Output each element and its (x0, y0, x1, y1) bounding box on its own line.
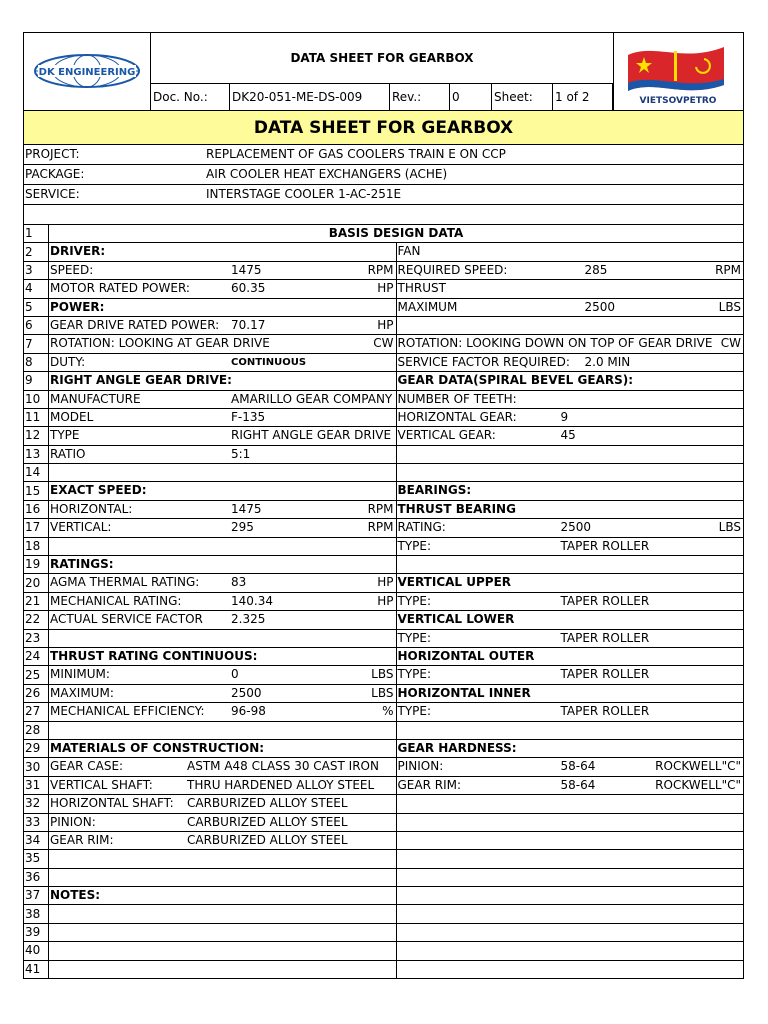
table-row (24, 390, 744, 408)
right-cell (396, 703, 744, 721)
left-cell (49, 666, 397, 684)
field-label: VERTICAL SHAFT: (50, 777, 153, 792)
right-cell (396, 831, 744, 849)
field-label: RATINGS: (50, 557, 114, 572)
row-number: 8 (24, 353, 49, 371)
right-cell (396, 592, 744, 610)
left-cell (49, 684, 397, 702)
field-label: TYPE: (397, 704, 432, 719)
datasheet (23, 32, 744, 979)
right-cell (396, 556, 744, 574)
field-label: MINIMUM: (50, 667, 110, 682)
right-cell (396, 905, 744, 923)
left-cell (49, 243, 397, 261)
field-label: HORIZONTAL OUTER (397, 648, 535, 663)
table-row (24, 629, 744, 647)
table-row (24, 831, 744, 849)
table-row (24, 666, 744, 684)
left-cell (49, 647, 397, 665)
right-cell (396, 887, 744, 905)
field-value: 0 (231, 667, 239, 682)
left-cell (49, 905, 397, 923)
field-label: VERTICAL GEAR: (397, 428, 496, 443)
field-label: TYPE (50, 428, 80, 443)
field-label: MAXIMUM (397, 299, 458, 314)
sheet-title-band: DATA SHEET FOR GEARBOX (23, 111, 744, 145)
left-cell (49, 335, 397, 353)
field-label: NOTES: (50, 888, 101, 903)
right-cell (396, 758, 744, 776)
left-cell (49, 482, 397, 500)
table-row (24, 445, 744, 463)
table-row (24, 721, 744, 739)
left-cell (49, 703, 397, 721)
field-value: 70.17 (231, 317, 266, 332)
row-number: 40 (24, 942, 49, 960)
field-value: CARBURIZED ALLOY STEEL (187, 832, 348, 847)
field-value: 96-98 (231, 704, 266, 719)
right-cell (396, 519, 744, 537)
left-cell (49, 537, 397, 555)
row-number: 15 (24, 482, 49, 500)
doc-no-label: Doc. No.: (151, 84, 230, 110)
field-value: THRU HARDENED ALLOY STEEL (187, 777, 375, 792)
left-cell (49, 372, 397, 390)
table-row (24, 261, 744, 279)
table-row (24, 684, 744, 702)
right-cell (396, 408, 744, 426)
table-row (24, 850, 744, 868)
row-number: 9 (24, 372, 49, 390)
left-cell (49, 445, 397, 463)
field-unit: LBS (371, 667, 394, 682)
left-cell (49, 464, 397, 482)
field-label: THRUST (397, 281, 446, 296)
field-label: ROTATION: LOOKING DOWN ON TOP OF GEAR DRIVE (397, 336, 713, 351)
row-number: 13 (24, 445, 49, 463)
field-label: MATERIALS OF CONSTRUCTION: (50, 740, 265, 755)
row-number: 26 (24, 684, 49, 702)
left-cell (49, 519, 397, 537)
field-unit: ROCKWELL"C" (655, 759, 741, 774)
right-cell (396, 684, 744, 702)
field-value: TAPER ROLLER (560, 593, 650, 608)
field-label: TYPE: (397, 593, 432, 608)
field-value: 140.34 (231, 593, 273, 608)
row-number: 4 (24, 280, 49, 298)
field-unit: HP (377, 281, 394, 296)
field-unit: RPM (367, 501, 394, 516)
row-number: 19 (24, 556, 49, 574)
rev-value: 0 (450, 84, 492, 110)
left-cell (49, 427, 397, 445)
field-label: SERVICE FACTOR REQUIRED: (397, 354, 570, 369)
left-cell (49, 850, 397, 868)
table-row (24, 335, 744, 353)
right-cell (396, 739, 744, 757)
right-cell (396, 390, 744, 408)
field-value: 2500 (584, 299, 616, 314)
table-row (24, 353, 744, 371)
right-cell (396, 537, 744, 555)
info-value: REPLACEMENT OF GAS COOLERS TRAIN E ON CCP (206, 147, 506, 161)
row-number: 23 (24, 629, 49, 647)
doc-no-value: DK20-051-ME-DS-009 (230, 84, 390, 110)
right-cell (396, 372, 744, 390)
field-value: TAPER ROLLER (560, 667, 650, 682)
field-label: HORIZONTAL: (50, 501, 133, 516)
row-number: 17 (24, 519, 49, 537)
row-number: 2 (24, 243, 49, 261)
table-row (24, 408, 744, 426)
right-cell (396, 795, 744, 813)
field-unit: HP (377, 317, 394, 332)
right-cell (396, 335, 744, 353)
table-row (24, 427, 744, 445)
field-label: SPEED: (50, 262, 94, 277)
field-value: 2.325 (231, 612, 266, 627)
right-cell (396, 776, 744, 794)
field-label: RATIO (50, 446, 86, 461)
row-number: 41 (24, 960, 49, 978)
field-value: 83 (231, 575, 247, 590)
field-label: GEAR RIM: (50, 832, 114, 847)
header-block (23, 32, 744, 111)
left-cell (49, 574, 397, 592)
table-row (24, 905, 744, 923)
field-value: CARBURIZED ALLOY STEEL (187, 814, 348, 829)
row-number: 21 (24, 592, 49, 610)
row-number: 3 (24, 261, 49, 279)
table-row (24, 556, 744, 574)
right-cell (396, 850, 744, 868)
table-row (24, 316, 744, 334)
right-cell (396, 280, 744, 298)
left-cell (49, 795, 397, 813)
field-label: HORIZONTAL SHAFT: (50, 796, 174, 811)
row-number: 31 (24, 776, 49, 794)
right-cell (396, 611, 744, 629)
field-label: RIGHT ANGLE GEAR DRIVE: (50, 373, 232, 388)
row-number: 22 (24, 611, 49, 629)
field-label: GEAR DRIVE RATED POWER: (50, 317, 220, 332)
field-label: PINION: (397, 759, 444, 774)
field-unit: LBS (371, 685, 394, 700)
field-label: DRIVER: (50, 244, 106, 259)
field-label: MANUFACTURE (50, 391, 141, 406)
table-row (24, 519, 744, 537)
row-number: 29 (24, 739, 49, 757)
field-unit: HP (377, 575, 394, 590)
table-row (24, 574, 744, 592)
left-cell (49, 353, 397, 371)
row-number: 28 (24, 721, 49, 739)
row-number: 1 (24, 225, 49, 243)
table-row (24, 537, 744, 555)
row-number: 14 (24, 464, 49, 482)
right-cell (396, 500, 744, 518)
info-label: PROJECT: (25, 147, 80, 161)
right-cell (396, 647, 744, 665)
field-label: VERTICAL LOWER (397, 612, 515, 627)
left-cell (49, 739, 397, 757)
field-label: TYPE: (397, 630, 432, 645)
row-number: 35 (24, 850, 49, 868)
field-label: PINION: (50, 814, 96, 829)
svg-text:VIETSOVPETRO: VIETSOVPETRO (639, 96, 717, 106)
left-cell (49, 592, 397, 610)
field-value: CARBURIZED ALLOY STEEL (187, 796, 348, 811)
field-label: THRUST RATING CONTINUOUS: (50, 648, 258, 663)
right-cell (396, 942, 744, 960)
field-value: 2500 (560, 520, 592, 535)
info-value: INTERSTAGE COOLER 1-AC-251E (206, 187, 402, 201)
field-unit: LBS (718, 299, 741, 314)
field-unit: HP (377, 593, 394, 608)
field-value: ASTM A48 CLASS 30 CAST IRON (187, 759, 379, 774)
data-table (23, 224, 744, 979)
table-row (24, 703, 744, 721)
row-number: 5 (24, 298, 49, 316)
left-cell (49, 408, 397, 426)
field-value: 45 (560, 428, 576, 443)
table-row (24, 500, 744, 518)
field-label: POWER: (50, 299, 105, 314)
field-label: THRUST BEARING (397, 501, 516, 516)
row-number: 33 (24, 813, 49, 831)
row-number: 16 (24, 500, 49, 518)
field-label: MOTOR RATED POWER: (50, 281, 190, 296)
field-label: TYPE: (397, 667, 432, 682)
info-value: AIR COOLER HEAT EXCHANGERS (ACHE) (206, 167, 448, 181)
field-value: 5:1 (231, 446, 251, 461)
field-unit: RPM (367, 262, 394, 277)
table-row (24, 960, 744, 978)
row-number: 38 (24, 905, 49, 923)
field-unit: % (382, 704, 394, 719)
table-row (24, 280, 744, 298)
table-row (24, 298, 744, 316)
table-row (24, 942, 744, 960)
left-cell (49, 316, 397, 334)
row-number: 10 (24, 390, 49, 408)
field-label: MAXIMUM: (50, 685, 114, 700)
field-value: TAPER ROLLER (560, 704, 650, 719)
left-cell (49, 611, 397, 629)
table-row (24, 868, 744, 886)
left-cell (49, 831, 397, 849)
table-row (24, 482, 744, 500)
row-number: 27 (24, 703, 49, 721)
row-number: 34 (24, 831, 49, 849)
field-value: 285 (584, 262, 608, 277)
field-label: GEAR RIM: (397, 777, 462, 792)
field-value: 9 (560, 409, 569, 424)
table-row (24, 611, 744, 629)
field-label: GEAR DATA(SPIRAL BEVEL GEARS): (397, 373, 633, 388)
right-cell (396, 574, 744, 592)
row-number: 6 (24, 316, 49, 334)
row-number: 7 (24, 335, 49, 353)
right-cell (396, 666, 744, 684)
table-row (24, 887, 744, 905)
left-cell (49, 960, 397, 978)
row-number: 37 (24, 887, 49, 905)
left-cell (49, 390, 397, 408)
field-label: VERTICAL: (50, 520, 112, 535)
right-cell (396, 813, 744, 831)
left-cell (49, 500, 397, 518)
table-row (24, 813, 744, 831)
field-label: MECHANICAL RATING: (50, 593, 182, 608)
row-number: 25 (24, 666, 49, 684)
field-value: 1475 (231, 501, 262, 516)
right-cell (396, 629, 744, 647)
field-label: REQUIRED SPEED: (397, 262, 508, 277)
doc-meta-row (151, 84, 614, 110)
field-label: HORIZONTAL GEAR: (397, 409, 517, 424)
left-cell (49, 887, 397, 905)
section-heading: BASIS DESIGN DATA (49, 225, 744, 243)
right-cell (396, 316, 744, 334)
field-label: NUMBER OF TEETH: (397, 391, 517, 406)
field-label: TYPE: (397, 538, 432, 553)
field-unit: LBS (718, 520, 741, 535)
right-cell (396, 721, 744, 739)
project-info-row (23, 185, 744, 205)
right-cell (396, 445, 744, 463)
field-label: HORIZONTAL INNER (397, 685, 531, 700)
field-label: MODEL (50, 409, 94, 424)
row-number: 12 (24, 427, 49, 445)
left-cell (49, 280, 397, 298)
rev-label: Rev.: (390, 84, 450, 110)
field-label: GEAR CASE: (50, 759, 124, 774)
left-cell (49, 298, 397, 316)
field-unit: RPM (367, 520, 394, 535)
sheet-label: Sheet: (492, 84, 553, 110)
left-cell (49, 261, 397, 279)
table-row (24, 464, 744, 482)
row-number: 39 (24, 923, 49, 941)
header-title: DATA SHEET FOR GEARBOX (151, 33, 614, 84)
right-cell (396, 298, 744, 316)
right-cell (396, 482, 744, 500)
right-cell (396, 923, 744, 941)
right-cell (396, 427, 744, 445)
right-cell (396, 353, 744, 371)
field-value: CONTINUOUS (231, 356, 307, 368)
table-row (24, 739, 744, 757)
field-value: 58-64 (560, 759, 596, 774)
spacer-row (23, 205, 744, 224)
field-unit: RPM (715, 262, 741, 277)
right-cell (396, 960, 744, 978)
right-cell (396, 243, 744, 261)
row-number: 20 (24, 574, 49, 592)
field-value: 58-64 (560, 777, 596, 792)
field-label: DUTY: (50, 354, 86, 369)
field-value: 60.35 (231, 281, 266, 296)
field-value: AMARILLO GEAR COMPANY (231, 391, 393, 406)
field-label: ACTUAL SERVICE FACTOR (50, 612, 203, 627)
right-cell (396, 261, 744, 279)
left-cell (49, 776, 397, 794)
table-row (24, 372, 744, 390)
table-row (24, 592, 744, 610)
project-info-row (23, 165, 744, 185)
right-cell (396, 868, 744, 886)
field-label: VERTICAL UPPER (397, 575, 512, 590)
field-label: RATING: (397, 520, 446, 535)
left-cell (49, 868, 397, 886)
field-value: 295 (231, 520, 254, 535)
field-value: RIGHT ANGLE GEAR DRIVE (231, 428, 392, 443)
field-unit: ROCKWELL"C" (655, 777, 741, 792)
table-row (24, 923, 744, 941)
field-value: F-135 (231, 409, 266, 424)
left-cell (49, 923, 397, 941)
row-number: 32 (24, 795, 49, 813)
dk-engineering-logo (24, 33, 151, 110)
row-number: 11 (24, 408, 49, 426)
sheet-value: 1 of 2 (553, 84, 613, 110)
left-cell (49, 556, 397, 574)
info-label: SERVICE: (25, 187, 80, 201)
row-number: 36 (24, 868, 49, 886)
row-number: 30 (24, 758, 49, 776)
field-value: 2.0 MIN (584, 354, 631, 369)
field-unit: CW (373, 336, 394, 351)
field-value: 2500 (231, 685, 262, 700)
project-info-row (23, 145, 744, 165)
field-value: TAPER ROLLER (560, 630, 650, 645)
table-row (24, 795, 744, 813)
svg-text:DK ENGINEERING: DK ENGINEERING (38, 67, 136, 78)
field-label: ROTATION: LOOKING AT GEAR DRIVE (50, 336, 270, 351)
left-cell (49, 758, 397, 776)
right-cell (396, 464, 744, 482)
field-value: TAPER ROLLER (560, 538, 650, 553)
table-row (24, 647, 744, 665)
table-row (24, 225, 744, 243)
info-label: PACKAGE: (25, 167, 85, 181)
field-label: EXACT SPEED: (50, 483, 147, 498)
left-cell (49, 629, 397, 647)
field-label: AGMA THERMAL RATING: (50, 575, 200, 590)
left-cell (49, 813, 397, 831)
field-label: BEARINGS: (397, 483, 472, 498)
field-value: 1475 (231, 262, 262, 277)
field-label: MECHANICAL EFFICIENCY: (50, 704, 205, 719)
left-cell (49, 942, 397, 960)
table-row (24, 243, 744, 261)
vietsovpetro-logo (614, 33, 743, 110)
row-number: 18 (24, 537, 49, 555)
field-label: FAN (397, 244, 421, 259)
table-row (24, 758, 744, 776)
field-unit: CW (720, 336, 741, 351)
table-row (24, 776, 744, 794)
left-cell (49, 721, 397, 739)
field-label: GEAR HARDNESS: (397, 740, 517, 755)
row-number: 24 (24, 647, 49, 665)
